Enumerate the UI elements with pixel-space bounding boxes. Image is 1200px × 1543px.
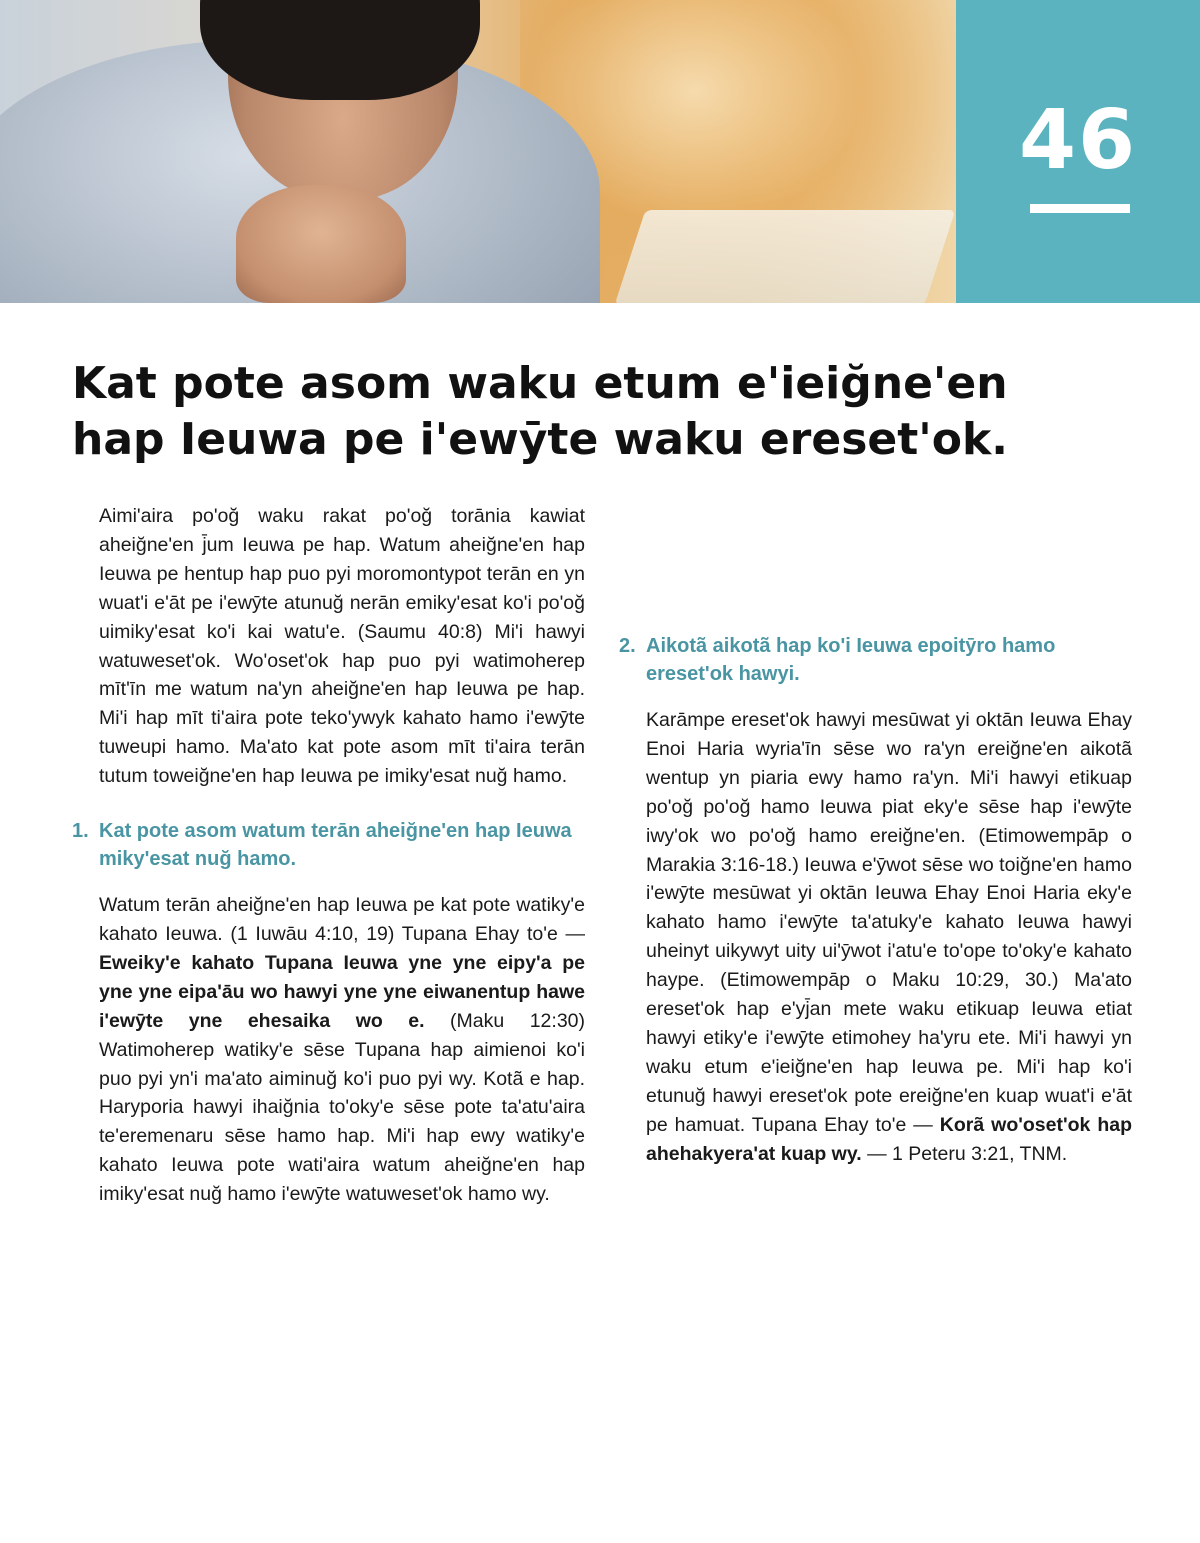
section-2-scripture-reference: — 1 Peteru 3:21, TNM. (867, 1142, 1068, 1165)
lesson-number-underline (1030, 204, 1130, 213)
section-1-body-start: Watum terān aheiğne'en hap Ieuwa pe kat pote watiky'e kahato Ieuwa. (1 Iuwāu 4:10, 19) Tupana Ehay to'e — (99, 894, 585, 945)
section-2-scripture-quote: Korã wo'oset'ok hap ahehakyera'at kuap wy. (646, 1113, 1133, 1165)
header-photo (0, 0, 956, 303)
section-2-body-start: Karāmpe ereset'ok hawyi mesūwat yi oktān Ieuwa Ehay Enoi Haria wyria'īn sēse wo ra'yn ereiğne'en aikotã wentup yn piaria ewy hamo ra'yn. Mi'i hawyi etikuap po'oğ po'oğ hamo Ieuwa piat eky'e sēse hap i'ewȳte iwy'ok wo po'oğ hamo ereiğne'en. (Etimowempāp o Marakia 3:16-18.) Ieuwa e'ȳwot sēse wo toiğne'en hamo i'ewȳte mesūwat yi oktān Ieuwa Ehay Enoi Haria eky'e kahato hamo i'ewȳte ta'atuky'e kahato Ieuwa hawyi uheinyt uikywyt uity ui'ȳwot i'atu'e to'ope to'oky'e kahato haype. (Etimowempāp o Maku 10:29, 30.) Ma'ato ereset'ok hap e'yj̄an mete waku etikuap Ieuwa etiat hawyi etiky'e i'ewȳte etimohey ha'yru ete. Mi'i hawyi yn waku etum e'ieiğne'en hap Ieuwa pe. Mi'i hap ko'i etunuğ hawyi ereset'ok pote ereiğne'en kuap wuat'i e'āt pe hamuat. Tupana Ehay to'e — (646, 709, 1132, 1136)
photo-open-book (615, 210, 956, 303)
section-2-number: 2. (619, 635, 636, 657)
section-1-body (99, 891, 585, 1209)
lesson-number-box (956, 0, 1200, 303)
page-title-line-2: hap Ieuwa pe i'ewȳte waku ereset'ok. (72, 414, 1008, 465)
section-1-scripture-quote: Eweiky'e kahato Tupana Ieuwa yne yne eipy'a pe yne yne eipa'āu wo hawyi yne yne eiwanentup hawe i'ewȳte yne ehesaika wo e. (99, 951, 585, 1032)
section-1-body-end: (Maku 12:30) Watimoherep watiky'e sēse Tupana hap aimienoi ko'i puo pyi yn'i ma'ato aiminuğ ko'i puo pyi wy. Kotã e hap. Haryporia hawyi ihaiğnia to'oky'e sēse pote ta'atu'aira te'eremenaru sēse hamo hap. Mi'i hap ewy watiky'e kahato Ieuwa pote wati'aira watum aheiğne'en hap imiky'esat nuğ hamo i'ewȳte watuweset'ok hamo wy. (99, 1009, 586, 1206)
section-1-heading-text: Kat pote asom watum terān aheiğne'en hap Ieuwa miky'esat nuğ hamo. (99, 820, 572, 871)
right-column-content (619, 632, 1133, 1169)
section-1-heading (72, 817, 585, 873)
photo-folded-hands (236, 185, 406, 303)
section-1-number: 1. (72, 820, 89, 843)
section-2-heading (619, 632, 1132, 688)
intro-paragraph: Aimi'aira po'oğ waku rakat po'oğ torānia kawiat aheiğne'en j̄um Ieuwa pe hap. Watum aheiğne'en hap Ieuwa pe hentup hap puo pyi moromontypot terān en yn wuat'i e'āt pe i'ewȳte atunuğ nerān emiky'esat ko'i po'oğ uimiky'esat ko'i kai watu'e. (Saumu 40:8) Mi'i hawyi watuweset'ok. Wo'oset'ok hap puo pyi watimoherep mīt'īn me watum na'yn aheiğne'en hap Ieuwa pe hap. Mi'i hap mīt ti'aira pote teko'ywyk kahato hamo i'ewȳte tuweupi hamo. Ma'ato kat pote asom mīt ti'aira terān tutum toweiğne'en hap Ieuwa pe imiky'esat nuğ hamo. (99, 505, 585, 788)
left-column (72, 502, 586, 1209)
page-title-line-1: Kat pote asom waku etum e'ieiğne'en (72, 358, 1008, 409)
section-2-heading-text: Aikotã aikotã hap ko'i Ieuwa epoitȳro hamo ereset'ok hawyi. (646, 635, 1056, 685)
section-2-body (646, 706, 1132, 1169)
lesson-number: 46 (1018, 93, 1138, 188)
page-title (72, 356, 1132, 468)
